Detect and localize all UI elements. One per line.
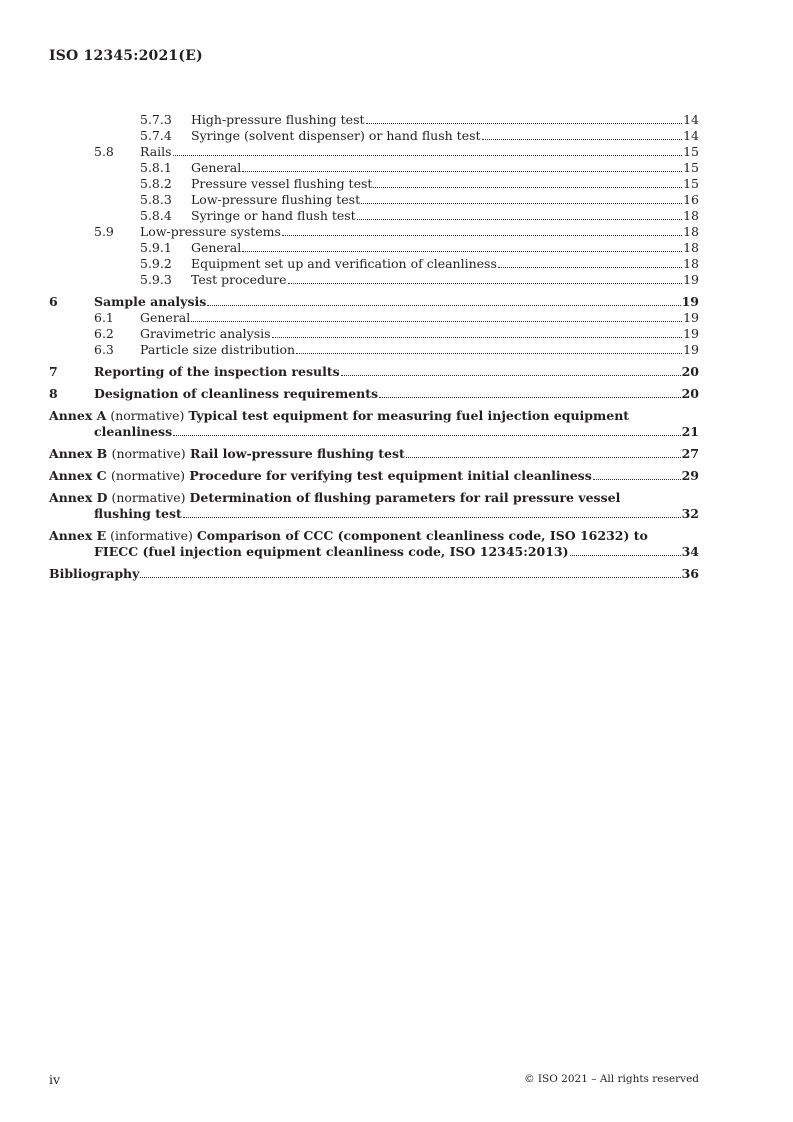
toc-entry-5-8-3[interactable] xyxy=(49,192,699,208)
toc-entry-6-1[interactable] xyxy=(49,310,699,326)
toc-entry-5-9-1[interactable] xyxy=(49,240,699,256)
toc-title: Test procedure xyxy=(191,272,287,287)
toc-number: 5.9.1 xyxy=(140,240,172,255)
annex-title: Procedure for verifying test equipment initial cleanliness xyxy=(189,468,592,483)
annex-type: (normative) xyxy=(111,490,186,505)
toc-title: Pressure vessel flushing test xyxy=(191,176,373,191)
toc-entry-8[interactable] xyxy=(49,386,699,402)
toc-leader xyxy=(140,577,680,578)
toc-page: 15 xyxy=(683,176,699,191)
toc-title: Gravimetric analysis xyxy=(140,326,271,341)
annex-type: (informative) xyxy=(110,528,193,543)
annex-type: (normative) xyxy=(110,468,186,483)
toc-entry-5-9-3[interactable] xyxy=(49,272,699,288)
toc-number: 5.7.4 xyxy=(140,128,172,143)
annex-title: Typical test equipment for measuring fuel injection equipment xyxy=(188,408,630,423)
toc-page: 18 xyxy=(683,224,699,239)
annex-label: Annex A xyxy=(49,408,107,423)
annex-title-cont: FIECC (fuel injection equipment cleanliness code, ISO 12345:2013) xyxy=(94,544,569,559)
annex-title: Comparison of CCC (component cleanliness code, ISO 16232) to xyxy=(196,528,648,543)
toc-number: 5.8.1 xyxy=(140,160,172,175)
toc-leader xyxy=(373,187,682,188)
toc-page: 29 xyxy=(681,468,699,483)
toc-number: 5.8 xyxy=(94,144,114,159)
toc-title: High-pressure flushing test xyxy=(191,112,365,127)
toc-title: General xyxy=(191,160,242,175)
toc-page: 15 xyxy=(683,144,699,159)
toc-title: Syringe (solvent dispenser) or hand flush test xyxy=(191,128,481,143)
toc-leader xyxy=(406,457,681,458)
toc-title: Syringe or hand flush test xyxy=(191,208,356,223)
toc-title: General xyxy=(191,240,242,255)
toc-number: 6.3 xyxy=(94,342,114,357)
toc-title: Designation of cleanliness requirements xyxy=(94,386,379,401)
toc-entry-5-8-4[interactable] xyxy=(49,208,699,224)
toc-entry-annex-a[interactable] xyxy=(49,408,699,440)
annex-label: Annex C xyxy=(49,468,107,483)
toc-title: Particle size distribution xyxy=(140,342,296,357)
annex-title-cont: cleanliness xyxy=(94,424,173,439)
toc-title: Reporting of the inspection results xyxy=(94,364,340,379)
toc-page: 34 xyxy=(681,544,699,559)
toc-entry-7[interactable] xyxy=(49,364,699,380)
toc-leader xyxy=(173,435,680,436)
toc-page: 15 xyxy=(683,160,699,175)
toc-title: Sample analysis xyxy=(94,294,207,309)
toc-leader xyxy=(593,479,681,480)
toc-page: 19 xyxy=(683,326,699,341)
toc-entry-5-8-2[interactable] xyxy=(49,176,699,192)
toc-entry-6-3[interactable] xyxy=(49,342,699,358)
toc-leader xyxy=(498,267,682,268)
toc-number: 6.2 xyxy=(94,326,114,341)
toc-title: Rails xyxy=(140,144,172,159)
toc-entry-5-9[interactable] xyxy=(49,224,699,240)
toc-page: 21 xyxy=(681,424,699,439)
toc-entry-5-8-1[interactable] xyxy=(49,160,699,176)
toc-page: 14 xyxy=(683,128,699,143)
toc-number: 8 xyxy=(49,386,58,401)
toc-page: 18 xyxy=(683,240,699,255)
toc-page: 20 xyxy=(681,386,699,401)
toc-leader xyxy=(282,235,682,236)
toc-entry-annex-d[interactable] xyxy=(49,490,699,522)
toc-number: 6.1 xyxy=(94,310,114,325)
toc-page: 20 xyxy=(681,364,699,379)
toc-number: 5.8.2 xyxy=(140,176,172,191)
toc-number: 5.8.3 xyxy=(140,192,172,207)
toc-number: 5.9.2 xyxy=(140,256,172,271)
toc-title: Bibliography xyxy=(49,566,140,581)
toc-number: 6 xyxy=(49,294,58,309)
annex-title: Determination of flushing parameters for rail pressure vessel xyxy=(189,490,621,505)
toc-title: General xyxy=(140,310,191,325)
toc-entry-bibliography[interactable] xyxy=(49,566,699,582)
toc-page: 18 xyxy=(683,256,699,271)
toc-number: 5.8.4 xyxy=(140,208,172,223)
toc-page: 19 xyxy=(681,294,699,309)
annex-type: (normative) xyxy=(111,446,186,461)
toc-leader xyxy=(379,397,681,398)
toc-page: 32 xyxy=(681,506,699,521)
toc-number: 5.7.3 xyxy=(140,112,172,127)
toc-entry-5-7-4[interactable] xyxy=(49,128,699,144)
annex-label: Annex D xyxy=(49,490,108,505)
toc-entry-annex-e[interactable] xyxy=(49,528,699,560)
toc-title: Equipment set up and verification of cleanliness xyxy=(191,256,497,271)
toc-leader xyxy=(242,171,682,172)
annex-label: Annex B xyxy=(49,446,108,461)
toc-page: 19 xyxy=(683,272,699,287)
toc-leader xyxy=(191,321,682,322)
toc-leader xyxy=(366,123,683,124)
page-number: iv xyxy=(49,1072,61,1087)
toc-number: 7 xyxy=(49,364,58,379)
toc-leader xyxy=(288,283,683,284)
toc-entry-5-9-2[interactable] xyxy=(49,256,699,272)
toc-entry-5-7-3[interactable] xyxy=(49,112,699,128)
toc-entry-6-2[interactable] xyxy=(49,326,699,342)
toc-leader xyxy=(361,203,682,204)
toc-leader xyxy=(482,139,683,140)
table-of-contents xyxy=(49,112,699,582)
annex-label: Annex E xyxy=(49,528,107,543)
toc-page: 19 xyxy=(683,310,699,325)
document-id: ISO 12345:2021(E) xyxy=(49,48,203,64)
annex-title-cont: flushing test xyxy=(94,506,182,521)
toc-title: Low-pressure systems xyxy=(140,224,281,239)
annex-title: Rail low-pressure flushing test xyxy=(190,446,405,461)
toc-entry-5-8[interactable] xyxy=(49,144,699,160)
toc-page: 19 xyxy=(683,342,699,357)
toc-entry-annex-b[interactable] xyxy=(49,446,699,462)
toc-leader xyxy=(173,155,683,156)
toc-leader xyxy=(357,219,682,220)
toc-title: Low-pressure flushing test xyxy=(191,192,361,207)
toc-leader xyxy=(242,251,682,252)
toc-number: 5.9 xyxy=(94,224,114,239)
toc-page: 36 xyxy=(681,566,699,581)
toc-leader xyxy=(296,353,682,354)
copyright-notice: © ISO 2021 – All rights reserved xyxy=(524,1073,699,1085)
toc-entry-6[interactable] xyxy=(49,294,699,310)
toc-leader xyxy=(183,517,681,518)
toc-page: 14 xyxy=(683,112,699,127)
toc-page: 16 xyxy=(683,192,699,207)
toc-page: 18 xyxy=(683,208,699,223)
toc-leader xyxy=(272,337,683,338)
toc-entry-annex-c[interactable] xyxy=(49,468,699,484)
annex-type: (normative) xyxy=(110,408,185,423)
toc-page: 27 xyxy=(681,446,699,461)
toc-leader xyxy=(570,555,681,556)
toc-leader xyxy=(341,375,681,376)
toc-leader xyxy=(207,305,680,306)
toc-number: 5.9.3 xyxy=(140,272,172,287)
